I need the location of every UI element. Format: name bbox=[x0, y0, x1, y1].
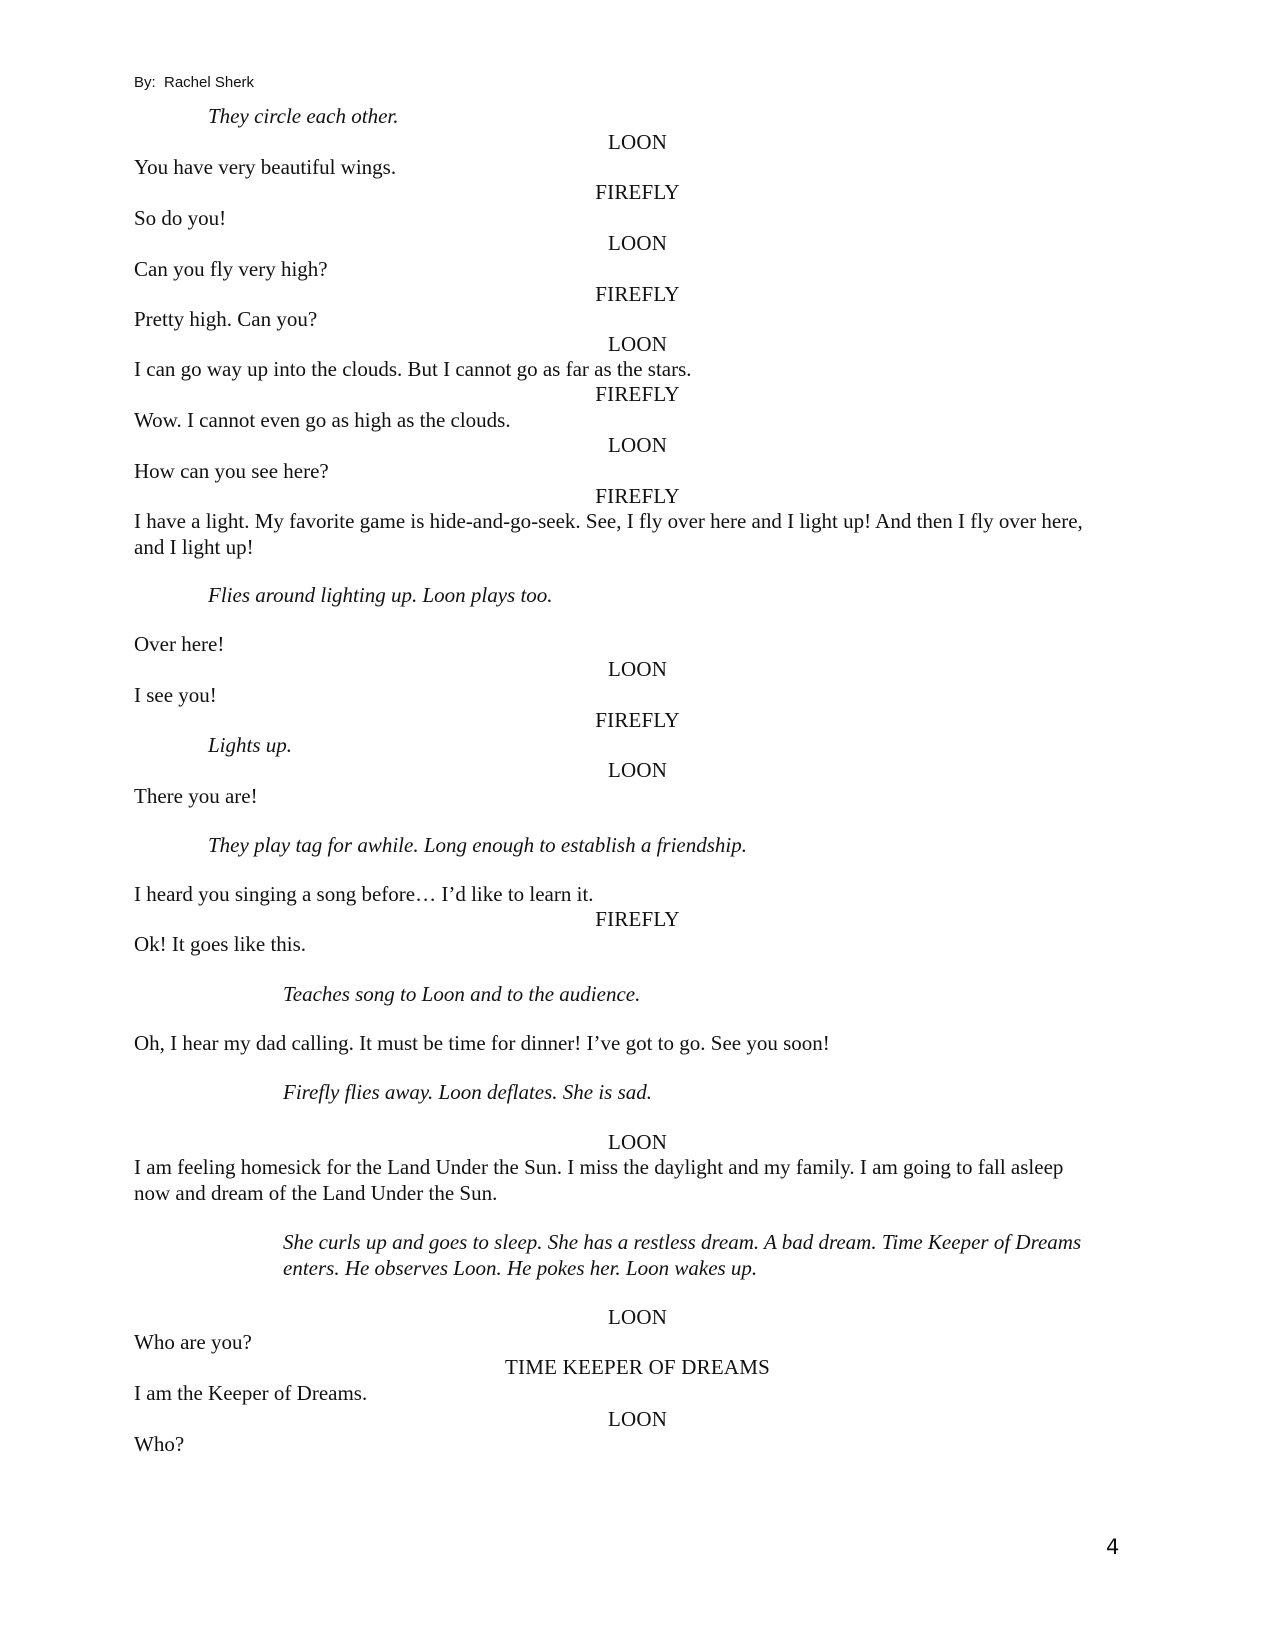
speaker-name: FIREFLY bbox=[595, 382, 680, 406]
dialogue-line: Can you fly very high? bbox=[134, 257, 328, 281]
dialogue-line: Who? bbox=[134, 1432, 185, 1456]
dialogue-line: I see you! bbox=[134, 683, 217, 707]
dialogue-line: Oh, I hear my dad calling. It must be time for dinner! I’ve got to go. See you soon! bbox=[134, 1031, 830, 1055]
dialogue-line: Pretty high. Can you? bbox=[134, 307, 318, 331]
dialogue-line: So do you! bbox=[134, 206, 227, 230]
speaker-name: LOON bbox=[607, 1305, 668, 1329]
speaker-name: TIME KEEPER OF DREAMS bbox=[505, 1355, 770, 1379]
dialogue-line: You have very beautiful wings. bbox=[134, 155, 397, 179]
dialogue-line: How can you see here? bbox=[134, 459, 329, 483]
dialogue-line: There you are! bbox=[134, 784, 258, 808]
speaker-name: LOON bbox=[607, 657, 668, 681]
speaker-name: LOON bbox=[607, 758, 668, 782]
speaker-name: LOON bbox=[607, 1130, 668, 1154]
speaker-name: LOON bbox=[607, 433, 668, 457]
speaker-name: LOON bbox=[607, 130, 668, 154]
dialogue-line: I have a light. My favorite game is hide-and-go-seek. See, I fly over here and I light up! And then I fly over here, and I light up! bbox=[134, 509, 1083, 559]
speaker-name: FIREFLY bbox=[595, 282, 680, 306]
dialogue-line: I am the Keeper of Dreams. bbox=[134, 1381, 368, 1405]
author-header: By: Rachel Sherk bbox=[134, 74, 255, 91]
speaker-name: LOON bbox=[607, 1407, 668, 1431]
stage-direction: Lights up. bbox=[208, 733, 293, 757]
stage-direction: Flies around lighting up. Loon plays too. bbox=[208, 583, 553, 607]
stage-direction: Firefly flies away. Loon deflates. She is sad. bbox=[283, 1080, 653, 1104]
speaker-name: FIREFLY bbox=[595, 484, 680, 508]
stage-direction: Teaches song to Loon and to the audience. bbox=[283, 982, 641, 1006]
stage-direction: She curls up and goes to sleep. She has a restless dream. A bad dream. Time Keeper of Dreams enters. He observes Loon. He pokes her. Loon wakes up. bbox=[283, 1230, 1082, 1280]
dialogue-line: I am feeling homesick for the Land Under the Sun. I miss the daylight and my family. I am going to fall asleep now and dream of the Land Under the Sun. bbox=[134, 1155, 1064, 1205]
speaker-name: LOON bbox=[607, 231, 668, 255]
dialogue-line: Over here! bbox=[134, 632, 225, 656]
stage-direction: They circle each other. bbox=[208, 104, 399, 128]
stage-direction: They play tag for awhile. Long enough to establish a friendship. bbox=[208, 833, 747, 857]
dialogue-line: I heard you singing a song before… I’d like to learn it. bbox=[134, 882, 594, 906]
dialogue-line: Who are you? bbox=[134, 1330, 252, 1354]
dialogue-line: Wow. I cannot even go as high as the clouds. bbox=[134, 408, 511, 432]
speaker-name: LOON bbox=[607, 332, 668, 356]
page-number: 4 bbox=[1106, 1535, 1120, 1559]
speaker-name: FIREFLY bbox=[595, 180, 680, 204]
speaker-name: FIREFLY bbox=[595, 708, 680, 732]
speaker-name: FIREFLY bbox=[595, 907, 680, 931]
dialogue-line: I can go way up into the clouds. But I cannot go as far as the stars. bbox=[134, 357, 692, 381]
dialogue-line: Ok! It goes like this. bbox=[134, 932, 307, 956]
